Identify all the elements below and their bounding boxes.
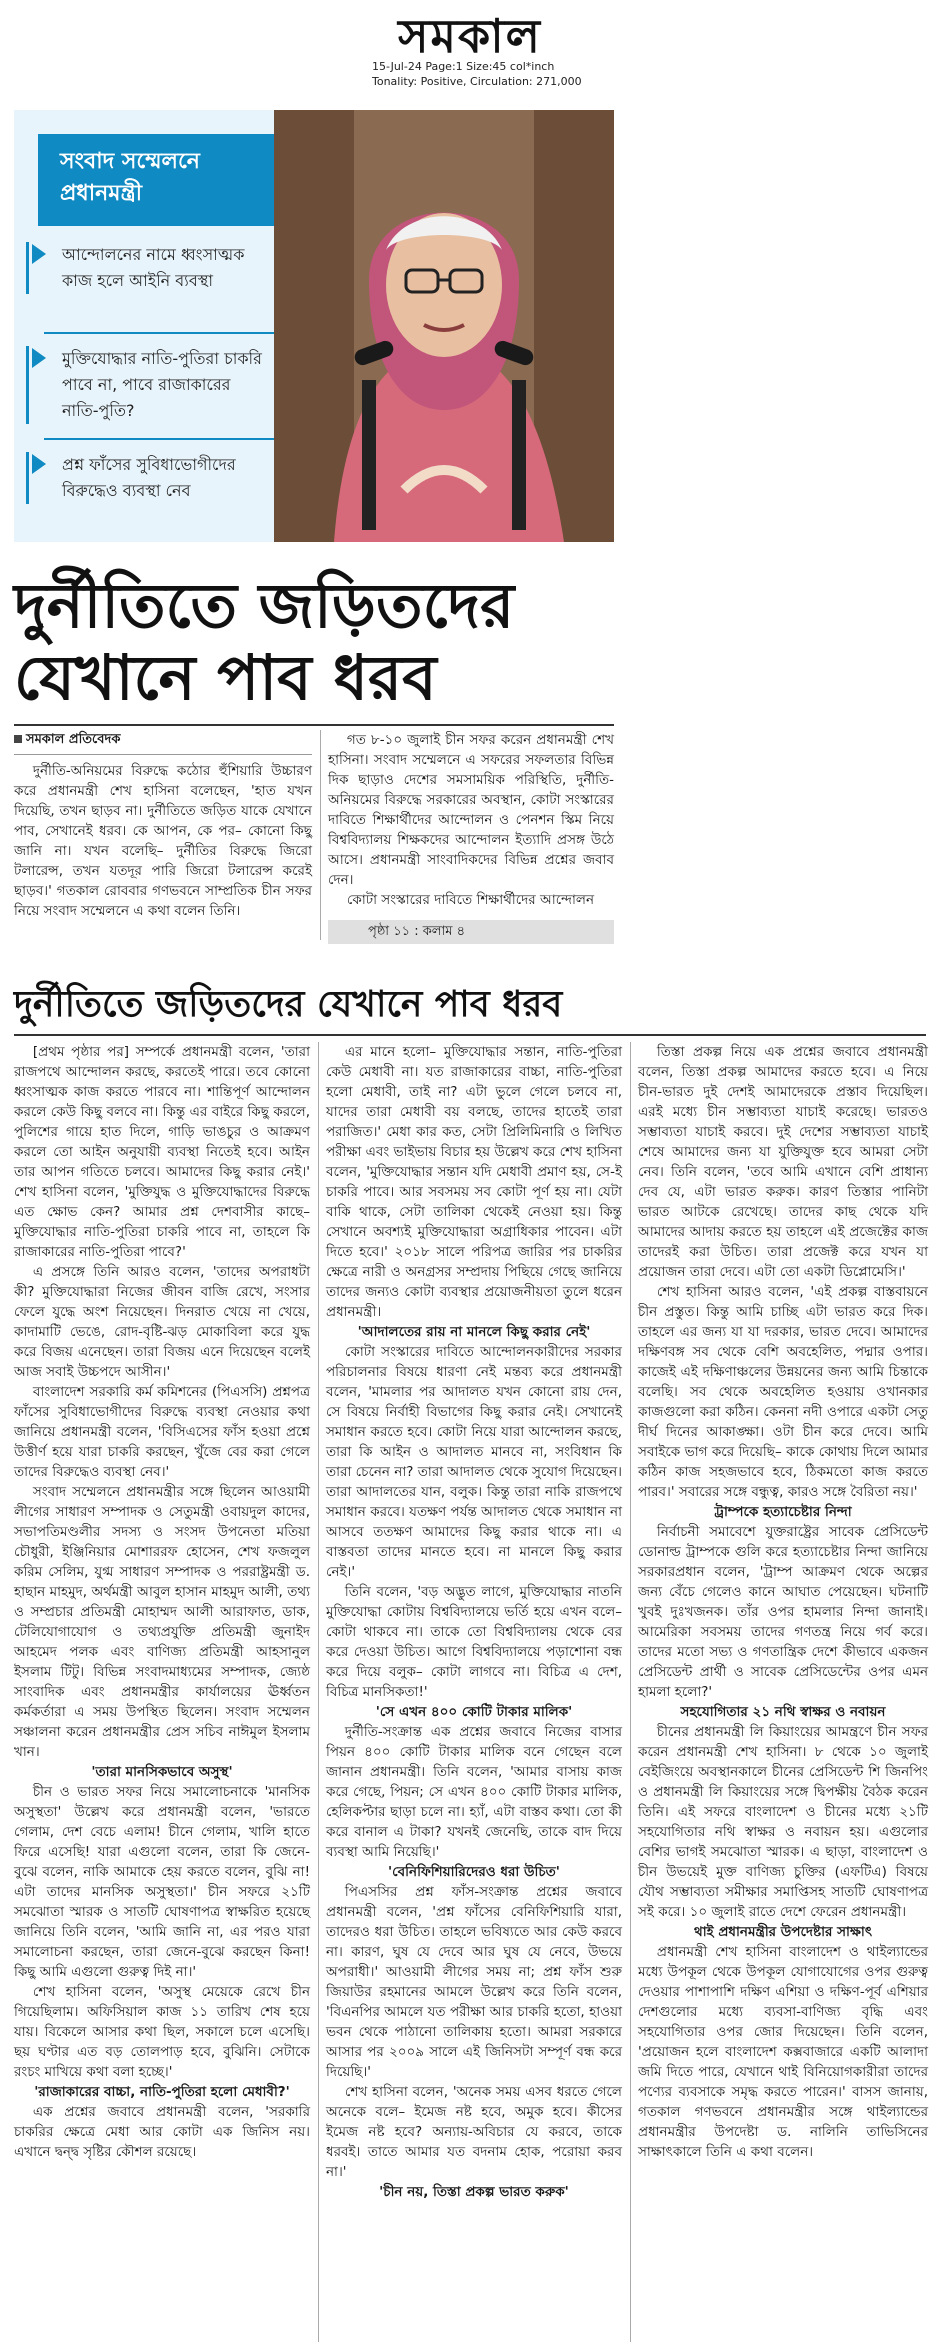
highlight-text: প্রশ্ন ফাঁসের সুবিধাভোগীদের বিরুদ্ধেও ব্যবস্থা নেব bbox=[62, 455, 236, 500]
highlights-panel bbox=[14, 110, 274, 542]
highlight-point-3 bbox=[32, 452, 272, 504]
inside-headline-rule bbox=[14, 1034, 926, 1036]
highlight-point-1 bbox=[32, 242, 272, 294]
body-paragraph: এ প্রসঙ্গে তিনি আরও বলেন, 'তাদের অপরাধটা কী? মুক্তিযোদ্ধারা নিজের জীবন বাজি রেখে, সংসার ফেলে যুদ্ধে অংশ নিয়েছেন। দিনরাত খেয়ে না খেয়ে, কাদামাটি ভেঙে, রোদ-বৃষ্টি-ঝড় মোকাবিলা করে যুদ্ধ করে বিজয় এনেছেন। তারা বিজয় এনে দিয়েছেন বলেই আজ সবাই উচ্চপদে আসীন।' bbox=[14, 1264, 310, 1380]
prime-minister-photo bbox=[274, 110, 614, 542]
subheading: 'সে এখন ৪০০ কোটি টাকার মালিক' bbox=[375, 1704, 573, 1720]
subheading: 'বেনিফিশিয়ারিদেরও ধরা উচিত' bbox=[388, 1864, 560, 1880]
column-divider bbox=[630, 1042, 631, 2342]
body-paragraph: চীন ও ভারত সফর নিয়ে সমালোচনাকে 'মানসিক অসুস্থতা' উল্লেখ করে প্রধানমন্ত্রী বলেন, 'ভারতে গেলাম, দেশ বেচে এলাম! চীনে গেলাম, খালি হাতে ফিরে এসেছি! যারা এগুলো বলেন, তারা কি জেনে-বুঝে বলেন, নাকি আমাকে হেয় করতে বলেন, বুঝি না! এটা তাদের মানসিক অসুস্থতা।' চীন সফরে ২১টি সমঝোতা স্মারক ও সাতটি ঘোষণাপত্র স্বাক্ষরিত হয়েছে জানিয়ে তিনি বলেন, 'আমি জানি না, এর পরও যারা সমালোচনা করছেন, তারা জেনে-বুঝে করছেন কিনা! কিছু আমি এগুলো গুরুত্ব দিই না।' bbox=[14, 1784, 310, 1980]
body-paragraph: চীনের প্রধানমন্ত্রী লি কিয়াংয়ের আমন্ত্রণে চীন সফর করেন প্রধানমন্ত্রী শেখ হাসিনা। ৮ থেকে ১০ জুলাই বেইজিংয়ে অবস্থানকালে চীনের প্রেসিডেন্ট শি জিনপিং ও প্রধানমন্ত্রী লি কিয়াংয়ের সঙ্গে দ্বিপক্ষীয় বৈঠক করেন তিনি। এই সফরে বাংলাদেশ ও চীনের মধ্যে ২১টি সহযোগিতার নথি স্বাক্ষর ও নবায়ন হয়। এগুলোর বেশির ভাগই সমঝোতা স্মারক। এ ছাড়া, বাংলাদেশ ও চীন উভয়েই মুক্ত বাণিজ্য চুক্তির (এফটিএ) বিষয়ে যৌথ সম্ভাব্যতা সমীক্ষার সমাপ্তিসহ সাতটি ঘোষণাপত্র সই করে। ১০ জুলাই রাতে দেশে ফেরেন প্রধানমন্ত্রী। bbox=[638, 1724, 928, 1920]
body-paragraph: তিস্তা প্রকল্প নিয়ে এক প্রশ্নের জবাবে প্রধানমন্ত্রী বলেন, তিস্তা প্রকল্প আমাদের করতে হবে। এ নিয়ে চীন-ভারত দুই দেশই আমাদেরকে প্রস্তাব দিয়েছিল। এরই মধ্যে চীন সম্ভাব্যতা যাচাই করেছে। ভারতও সম্ভাব্যতা যাচাই করবে। দুই দেশের সম্ভাব্যতা যাচাই শেষে আমাদের জন্য যা যুক্তিযুক্ত হবে আমরা সেটা নেব। তিনি বলেন, 'তবে আমি এখানে বেশি প্রাধান্য দেব যে, এটা ভারত করুক। কারণ তিস্তার পানিটা ভারত আটকে রেখেছে। তাদের কাছ থেকে যদি আমাদের আদায় করতে হয় তাহলে এই প্রজেক্টের কাজ তাদেরই করা উচিত। তারা প্রজেক্ট করে যখন যা প্রয়োজন তারা দেবে। এটা তো একটা ডিপ্লোমেসি।' bbox=[638, 1044, 928, 1280]
masthead bbox=[0, 0, 940, 104]
triangle-bullet-icon bbox=[32, 348, 46, 368]
point-marker-bar bbox=[26, 346, 29, 424]
subheading: সহযোগিতার ২১ নথি স্বাক্ষর ও নবায়ন bbox=[680, 1704, 886, 1720]
point-marker-bar bbox=[26, 242, 29, 294]
subheading: 'রাজাকারের বাচ্চা, নাতি-পুতিরা হলো মেধাবী?' bbox=[34, 2084, 290, 2100]
subheading: 'তারা মানসিকভাবে অসুস্থ' bbox=[91, 1764, 233, 1780]
front-paragraph-tail: কোটা সংস্কারের দাবিতে শিক্ষার্থীদের আন্দোলন bbox=[346, 892, 595, 908]
subheading: 'আদালতের রায় না মানলে কিছু করার নেই' bbox=[357, 1324, 591, 1340]
highlight-text: আন্দোলনের নামে ধ্বংসাত্মক কাজ হলে আইনি ব্যবস্থা bbox=[62, 245, 245, 290]
body-paragraph: প্রধানমন্ত্রী শেখ হাসিনা বাংলাদেশ ও থাইল্যান্ডের মধ্যে উপকূল থেকে উপকূল যোগাযোগের ওপর গুরুত্ব দেওয়ার পাশাপাশি দক্ষিণ এশিয়া ও দক্ষিণ-পূর্ব এশিয়ার দেশগুলোর মধ্যে ব্যবসা-বাণিজ্য বৃদ্ধি এবং সহযোগিতার ওপর জোর দিয়েছেন। তিনি বলেন, 'প্রয়োজন হলে বাংলাদেশ কক্সবাজারে একটি আলাদা জমি দিতে পারে, যেখানে থাই বিনিয়োগকারীরা তাদের পণ্যের ব্যবসাকে সমৃদ্ধ করতে পারেন।' বাসস জানায়, গতকাল গণভবনে প্রধানমন্ত্রীর সঙ্গে থাইল্যান্ডের প্রধানমন্ত্রীর উপদেষ্টা ড. নালিনি তাভিসিনের সাক্ষাৎকালে তিনি এ কথা বলেন। bbox=[638, 1944, 928, 2160]
front-paragraph: গত ৮-১০ জুলাই চীন সফর করেন প্রধানমন্ত্রী শেখ হাসিনা। সংবাদ সম্মেলনে এ সফরের সফলতার বিভিন্ন দিক ছাড়াও দেশের সমসাময়িক পরিস্থিতি, দুর্নীতি-অনিয়মের বিরুদ্ধে সরকারের অবস্থান, কোটা সংস্কারের দাবিতে শিক্ষার্থীদের আন্দোলন ও পেনশন স্কিম নিয়ে বিশ্ববিদ্যালয় শিক্ষকদের আন্দোলন ইত্যাদি প্রসঙ্গ উঠে আসে। প্রধানমন্ত্রী সাংবাদিকদের বিভিন্ন প্রশ্নের জবাব দেন। bbox=[328, 732, 614, 888]
triangle-bullet-icon bbox=[32, 244, 46, 264]
clipping-meta-circulation: Tonality: Positive, Circulation: 271,000 bbox=[372, 75, 582, 88]
newspaper-logo: সমকাল bbox=[398, 9, 542, 63]
byline-divider bbox=[14, 754, 312, 755]
inside-page-headline: দুর্নীতিতে জড়িতদের যেখানে পাব ধরব bbox=[14, 983, 563, 1025]
column-divider bbox=[320, 730, 321, 940]
front-paragraph: দুর্নীতি-অনিয়মের বিরুদ্ধে কঠোর হুঁশিয়ারি উচ্চারণ করে প্রধানমন্ত্রী শেখ হাসিনা বলেছেন, 'হাত যখন দিয়েছি, তখন ছাড়ব না। দুর্নীতিতে জড়িত যাকে যেখানে পাব, সেখানেই ধরব। কে আপন, কে পর– কোনো কিছু জানি না। যখন বলেছি– দুর্নীতির বিরুদ্ধে জিরো টলারেন্স, তখন যতদূর পারি জিরো টলারেন্স করেই ছাড়ব।' গতকাল রোববার গণভবনে সাম্প্রতিক চীন সফর নিয়ে সংবাদ সম্মেলনে এ কথা বলেন তিনি। bbox=[14, 763, 312, 919]
triangle-bullet-icon bbox=[32, 454, 46, 474]
byline: সমকাল প্রতিবেদক bbox=[14, 730, 312, 750]
inside-column-3 bbox=[638, 1042, 928, 2162]
body-paragraph: শেখ হাসিনা আরও বলেন, 'এই প্রকল্প বাস্তবায়নে চীন প্রস্তুত। কিন্তু আমি চাচ্ছি এটা ভারত করে দিক। তাহলে এর জন্য যা যা দরকার, ভারত দেবে। আমাদের দক্ষিণবঙ্গ সব থেকে বেশি অবহেলিত, পদ্মার ওপার। কাজেই এই দক্ষিণাঞ্চলের উন্নয়নের জন্য আমি চিন্তাকে বলেছি। সব থেকে অবহেলিত হওয়ায় ওখানকার কাজগুলো করা কঠিন। কেননা নদী ওপারে একটা সেতু দীর্ঘ দিনের আকাঙ্ক্ষা। ওটা চীন করে দেবে। আমি সবাইকে ভাগ করে দিয়েছি– কাকে কোথায় দিলে আমার কঠিন কাজ সহজভাবে হবে, ঠিকমতো কাজ করতে পারব।' সবারের সঙ্গে বন্ধুত্ব, কারও সঙ্গে বৈরিতা নয়।' bbox=[638, 1284, 928, 1500]
point-marker-bar bbox=[26, 452, 29, 504]
body-paragraph: সংবাদ সম্মেলনে প্রধানমন্ত্রীর সঙ্গে ছিলেন আওয়ামী লীগের সাধারণ সম্পাদক ও সেতুমন্ত্রী ওবায়দুল কাদের, সভাপতিমণ্ডলীর সদস্য ও সংসদ উপনেতা মতিয়া চৌধুরী, ইঞ্জিনিয়ার মোশাররফ হোসেন, শেখ ফজলুল করিম সেলিম, যুগ্ম সাধারণ সম্পাদক ও পররাষ্ট্রমন্ত্রী ড. হাছান মাহমুদ, অর্থমন্ত্রী আবুল হাসান মাহমুদ আলী, তথ্য ও সম্প্রচার প্রতিমন্ত্রী মোহাম্মদ আলী আরাফাত, ডাক, টেলিযোগাযোগ ও তথ্যপ্রযুক্তি প্রতিমন্ত্রী জুনাইদ আহমেদ পলক এবং বাণিজ্য প্রতিমন্ত্রী আহসানুল ইসলাম টিটু। বিভিন্ন সংবাদমাধ্যমের সম্পাদক, জ্যেষ্ঠ সাংবাদিক এবং প্রধানমন্ত্রীর কার্যালয়ের ঊর্ধ্বতন কর্মকর্তারা এ সময় উপস্থিত ছিলেন। সংবাদ সম্মেলন সঞ্চালনা করেন প্রধানমন্ত্রীর প্রেস সচিব নাঈমুল ইসলাম খান। bbox=[14, 1484, 310, 1760]
front-page-headline: দুর্নীতিতে জড়িতদের যেখানে পাব ধরব bbox=[14, 569, 515, 714]
highlight-point-2 bbox=[32, 346, 272, 424]
continued-on-label: পৃষ্ঠা ১১ : কলাম ৪ bbox=[328, 920, 614, 944]
body-paragraph: শেখ হাসিনা বলেন, 'অসুস্থ মেয়েকে রেখে চীন গিয়েছিলাম। অফিসিয়াল কাজ ১১ তারিখ শেষ হয়ে যায়। বিকেলে আসার কথা ছিল, সকালে চলে এসেছি। ছয় ঘণ্টার এত বড় তোলপাড় হবে, বুঝিনি। সেটাকে রংচং মাখিয়ে কথা বলা হচ্ছে।' bbox=[14, 1984, 310, 2080]
subheading: থাই প্রধানমন্ত্রীর উপদেষ্টার সাক্ষাৎ bbox=[693, 1924, 873, 1940]
clipping-meta-date: 15-Jul-24 Page:1 Size:45 col*inch bbox=[372, 60, 555, 73]
body-paragraph: পিএসসির প্রশ্ন ফাঁস-সংক্রান্ত প্রশ্নের জবাবে প্রধানমন্ত্রী বলেন, 'প্রশ্ন ফাঁসের বেনিফিশিয়ারি যারা, তাদেরও ধরা উচিত। তাহলে ভবিষ্যতে আর কেউ করবে না। কারণ, ঘুষ যে দেবে আর ঘুষ যে নেবে, উভয়ে অপরাধী।' আওয়ামী লীগের সময় না; প্রশ্ন ফাঁস শুরু জিয়াউর রহমানের আমলে উল্লেখ করে তিনি বলেন, 'বিএনপির আমলে যত পরীক্ষা আর চাকরি হতো, হাওয়া ভবন থেকে পাঠানো তালিকায় হতো। আমরা সরকারে আসার পর ২০০৯ সালে এই জিনিসটা সম্পূর্ণ বন্ধ করে দিয়েছি।' bbox=[326, 1884, 622, 2080]
subheading: ট্রাম্পকে হত্যাচেষ্টার নিন্দা bbox=[714, 1504, 852, 1520]
headline-rule bbox=[14, 724, 614, 726]
front-column-1 bbox=[14, 730, 312, 921]
body-paragraph: তিনি বলেন, 'বড় অদ্ভুত লাগে, মুক্তিযোদ্ধার নাতনি মুক্তিযোদ্ধা কোটায় বিশ্ববিদ্যালয়ে ভর্তি হয়ে এখন বলে– কোটা থাকবে না। তাকে তো বিশ্ববিদ্যালয় থেকে বের করে দেওয়া উচিত। আগে বিশ্ববিদ্যালয়ে পড়াশোনা বন্ধ করে দিয়ে বলুক– কোটা লাগবে না। বিচিত্র এ দেশ, বিচিত্র মানসিকতা!' bbox=[326, 1584, 622, 1700]
body-paragraph: বাংলাদেশ সরকারি কর্ম কমিশনের (পিএসসি) প্রশ্নপত্র ফাঁসের সুবিধাভোগীদের বিরুদ্ধে ব্যবস্থা নেওয়ার কথা জানিয়ে প্রধানমন্ত্রী বলেন, 'বিসিএসের ফাঁস হওয়া প্রশ্নে উত্তীর্ণ হয়ে যারা চাকরি করছেন, খুঁজে বের করা গেলে তাদের বিরুদ্ধেও ব্যবস্থা নেব।' bbox=[14, 1384, 310, 1480]
body-paragraph: শেখ হাসিনা বলেন, 'অনেক সময় এসব ধরতে গেলে অনেকে বলে– ইমেজ নষ্ট হবে, অমুক হবে। কীসের ইমেজ নষ্ট হবে? অন্যায়-অবিচার যে করবে, তাকে ধরবই। তাতে আমার যত বদনাম হোক, পরোয়া করব না।' bbox=[326, 2084, 622, 2180]
highlight-divider bbox=[44, 332, 274, 334]
front-column-2 bbox=[328, 730, 614, 910]
body-paragraph: কোটা সংস্কারের দাবিতে আন্দোলনকারীদের সরকার পরিচালনার বিষয়ে ধারণা নেই মন্তব্য করে প্রধানমন্ত্রী বলেন, 'মামলার পর আদালত যখন কোনো রায় দেন, সে বিষয়ে নির্বাহী বিভাগের কিছু করার নেই। সেখানেই সমাধান করতে হবে। কোটা নিয়ে যারা আন্দোলন করছে, তারা কি আইন ও আদালত মানবে না, সংবিধান কি তারা চেনেন না? তারা আদালত থেকে সুযোগ দিয়েছেন। তারা আদালতের যান, বলুক। কিন্তু তারা নাকি রাজপথে সমাধান করবে। যতক্ষণ পর্যন্ত আদালত থেকে সমাধান না আসবে ততক্ষণ আমাদের কিছু করার থাকে না। এ বাস্তবতা তাদের মানতে হবে। না মানলে কিছু করার নেই।' bbox=[326, 1344, 622, 1580]
highlight-text: মুক্তিযোদ্ধার নাতি-পুতিরা চাকরি পাবে না, পাবে রাজাকারের নাতি-পুতি? bbox=[62, 349, 262, 420]
body-paragraph: এক প্রশ্নের জবাবে প্রধানমন্ত্রী বলেন, 'সরকারি চাকরির ক্ষেত্রে মেধা আর কোটা এক জিনিস নয়। এখানে দ্বন্দ্ব সৃষ্টির কৌশল রয়েছে। bbox=[14, 2104, 310, 2160]
body-paragraph: দুর্নীতি-সংক্রান্ত এক প্রশ্নের জবাবে নিজের বাসার পিয়ন ৪০০ কোটি টাকার মালিক বনে গেছেন বলে জানান প্রধানমন্ত্রী। তিনি বলেন, 'আমার বাসায় কাজ করে গেছে, পিয়ন; সে এখন ৪০০ কোটি টাকার মালিক, হেলিকপ্টার ছাড়া চলে না। হ্যাঁ, এটা বাস্তব কথা। তো কী করে বানাল এ টাকা? যখনই জেনেছি, তাকে বাদ দিয়ে ব্যবস্থা আমি নিয়েছি।' bbox=[326, 1724, 622, 1860]
column-divider bbox=[318, 1042, 319, 2342]
highlights-banner: সংবাদ সম্মেলনে প্রধানমন্ত্রী bbox=[38, 134, 283, 226]
subheading: 'চীন নয়, তিস্তা প্রকল্প ভারত করুক' bbox=[379, 2184, 569, 2200]
highlight-divider bbox=[44, 438, 274, 440]
inside-column-2 bbox=[326, 1042, 622, 2202]
portrait-illustration bbox=[274, 110, 614, 542]
inside-column-1 bbox=[14, 1042, 310, 2162]
body-paragraph: এর মানে হলো– মুক্তিযোদ্ধার সন্তান, নাতি-পুতিরা কেউ মেধাবী না। যত রাজাকারের বাচ্চা, নাতি-পুতিরা হলো মেধাবী, তাই না? এটা ভুলে গেলে চলবে না, যাদের তারা মেধাবী বয় বলছে, তাদের হাতেই তারা পরাজিত।' মেধা কার কত, সেটা প্রিলিমিনারি ও লিখিত পরীক্ষা এবং ভাইভায় বিচার হয় উল্লেখ করে শেখ হাসিনা বলেন, 'মুক্তিযোদ্ধার সন্তান যদি মেধাবী প্রমাণ হয়, সে-ই চাকরি পাবে। আর সবসময় সব কোটা পূর্ণ হয় না। যেটা বাকি থাকে, সেটা তালিকা থেকেই নেওয়া হয়। কিন্তু সেখানে অবশ্যই মুক্তিযোদ্ধারা অগ্রাধিকার পাবেন। এটা দিতে হবে।' ২০১৮ সালে পরিপত্র জারির পর চাকরির ক্ষেত্রে নারী ও অনগ্রসর সম্প্রদায় পিছিয়ে গেছে জানিয়ে তাদের জন্যও কোটা ব্যবস্থার প্রয়োজনীয়তা তুলে ধরেন প্রধানমন্ত্রী। bbox=[326, 1044, 622, 1320]
body-paragraph: [প্রথম পৃষ্ঠার পর] সম্পর্কে প্রধানমন্ত্রী বলেন, 'তারা রাজপথে আন্দোলন করছে, করতেই পারে। তবে কোনো ধ্বংসাত্মক কাজ করতে পারবে না। শান্তিপূর্ণ আন্দোলন করলে কেউ কিছু বলবে না। কিন্তু এর বাইরে কিছু করলে, পুলিশের গায়ে হাত দিলে, গাড়ি ভাঙচুর ও আক্রমণ করলে তো আইন অনুযায়ী ব্যবস্থা নিতেই হবে। আইন তার আপন গতিতে চলবে। আমাদের কিছু করার নেই।' শেখ হাসিনা বলেন, 'মুক্তিযুদ্ধ ও মুক্তিযোদ্ধাদের বিরুদ্ধে এত ক্ষোভ কেন? আমার প্রশ্ন দেশবাসীর কাছে– মুক্তিযোদ্ধার নাতি-পুতিরা চাকরি পাবে না, তাহলে কি রাজাকারের নাতি-পুতিরা পাবে?' bbox=[14, 1044, 310, 1260]
body-paragraph: নির্বাচনী সমাবেশে যুক্তরাষ্ট্রের সাবেক প্রেসিডেন্ট ডোনাল্ড ট্রাম্পকে গুলি করে হত্যাচেষ্টার নিন্দা জানিয়ে সরকারপ্রধান বলেন, 'ট্রাম্প আক্রমণ থেকে অল্পের জন্য বেঁচে গেলেও কানে আঘাত পেয়েছেন। ঘটনাটি খুবই দুঃখজনক। তাঁর ওপর হামলার নিন্দা জানাই। আমেরিকা সবসময় তাদের গণতন্ত্র নিয়ে গর্ব করে। তাদের মতো সভ্য ও গণতান্ত্রিক দেশে কীভাবে একজন প্রেসিডেন্ট প্রার্থী ও সাবেক প্রেসিডেন্টের ওপর এমন হামলা হলো?' bbox=[638, 1524, 928, 1700]
